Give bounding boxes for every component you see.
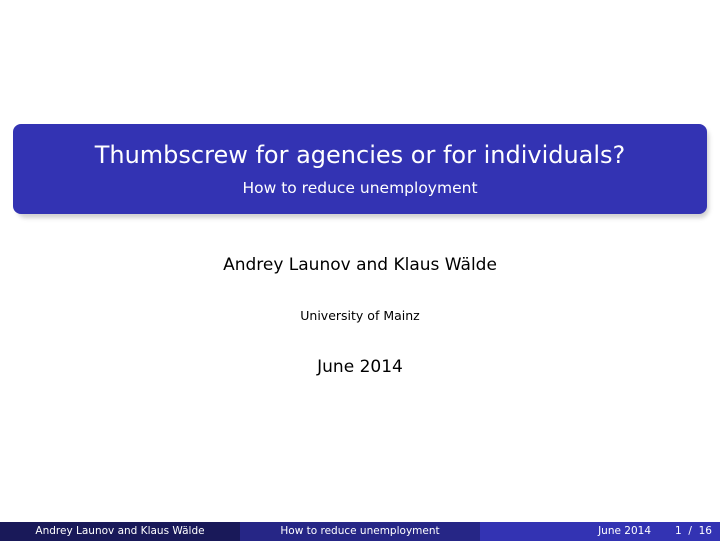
presentation-title: Thumbscrew for agencies or for individuals? bbox=[94, 141, 626, 169]
title-block bbox=[13, 124, 707, 214]
presentation-date: June 2014 bbox=[317, 357, 403, 377]
page-total: 16 bbox=[698, 525, 712, 537]
presentation-subtitle: How to reduce unemployment bbox=[242, 179, 478, 197]
page-separator-text: / bbox=[688, 525, 692, 537]
footer-right bbox=[480, 522, 720, 541]
footer-page-number bbox=[675, 522, 712, 541]
footer-short-title: How to reduce unemployment bbox=[240, 522, 480, 541]
footline bbox=[0, 522, 720, 541]
page-separator bbox=[685, 525, 695, 537]
author-names: Andrey Launov and Klaus Wälde bbox=[223, 255, 497, 275]
institute: University of Mainz bbox=[300, 308, 420, 323]
page-current: 1 bbox=[675, 525, 682, 537]
footer-author: Andrey Launov and Klaus Wälde bbox=[0, 522, 240, 541]
footer-date: June 2014 bbox=[598, 525, 652, 537]
